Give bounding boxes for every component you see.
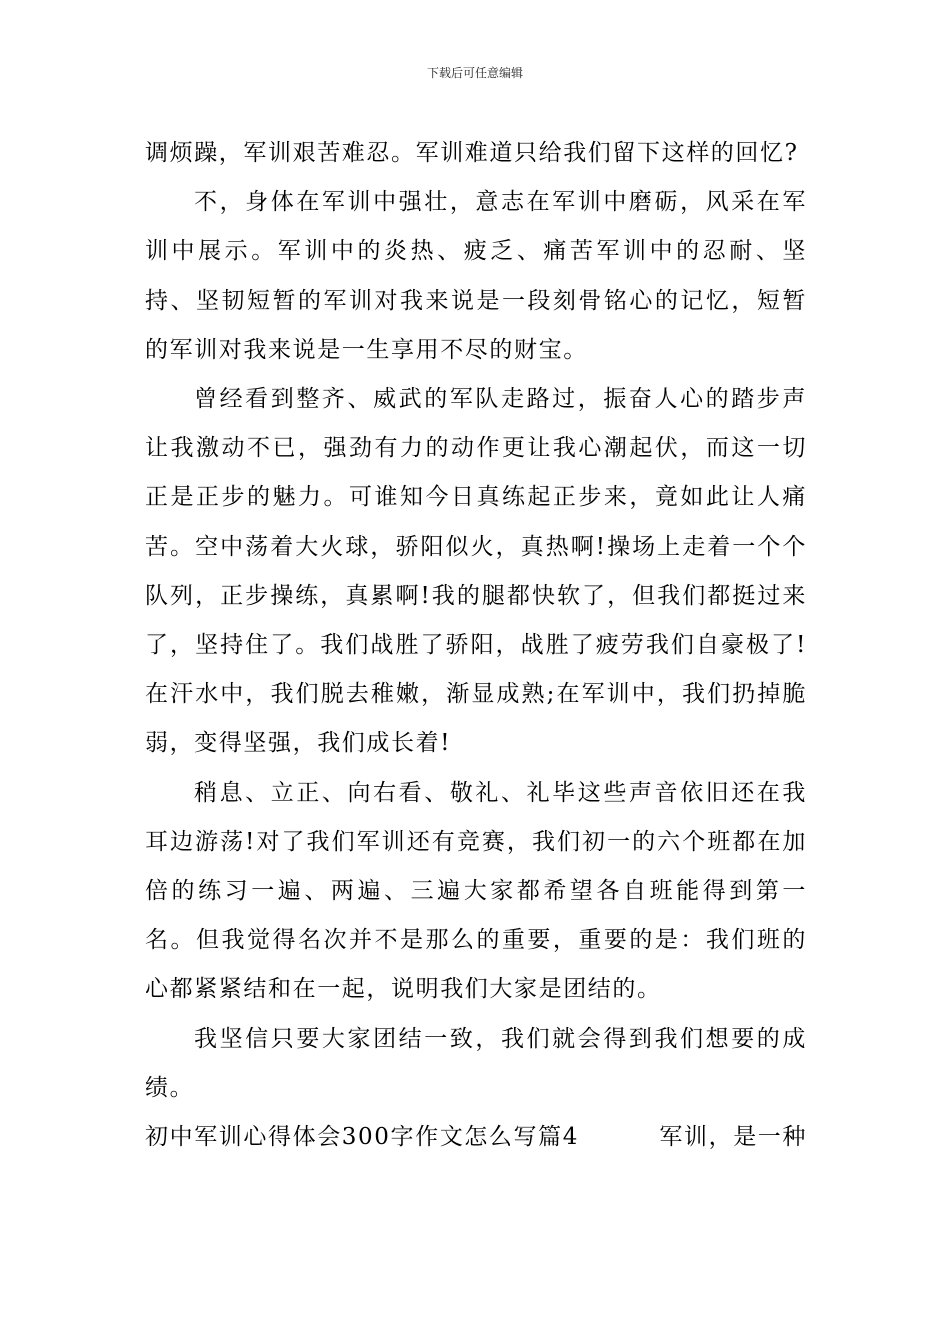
paragraph-1: 调烦躁，军训艰苦难忍。军训难道只给我们留下这样的回忆? xyxy=(145,140,799,166)
section-continuation: 军训，是一种 xyxy=(659,1124,807,1151)
paragraph-2: 不，身体在军训中强壮，意志在军训中磨砺，风采在军训中展示。军训中的炎热、疲乏、痛苦军训中的忍耐、坚持、坚韧短暂的军训对我来说是一段刻骨铭心的记忆，短暂的军训对我来说是一生享用不尽的财宝。 xyxy=(145,189,807,363)
section-title-line xyxy=(145,1113,807,1162)
document-body xyxy=(145,129,807,1162)
paragraph-5: 我坚信只要大家团结一致，我们就会得到我们想要的成绩。 xyxy=(145,1025,807,1101)
paragraph-3: 曾经看到整齐、威武的军队走路过，振奋人心的踏步声让我激动不已，强劲有力的动作更让我心潮起伏，而这一切正是正步的魅力。可谁知今日真练起正步来，竟如此让人痛苦。空中荡着大火球，骄阳似火，真热啊!操场上走着一个个队列，正步操练，真累啊!我的腿都快软了，但我们都挺过来了，坚持住了。我们战胜了骄阳，战胜了疲劳我们自豪极了!在汗水中，我们脱去稚嫩，渐显成熟;在军训中，我们扔掉脆弱，变得坚强，我们成长着! xyxy=(145,386,807,757)
section-heading: 初中军训心得体会300字作文怎么写篇4 xyxy=(145,1124,579,1151)
page-header: 下载后可任意编辑 xyxy=(426,66,523,80)
paragraph-4: 稍息、立正、向右看、敬礼、礼毕这些声音依旧还在我耳边游荡!对了我们军训还有竞赛，我们初一的六个班都在加倍的练习一遍、两遍、三遍大家都希望各自班能得到第一名。但我觉得名次并不是那么的重要，重要的是：我们班的心都紧紧结和在一起，说明我们大家是团结的。 xyxy=(145,779,807,1003)
